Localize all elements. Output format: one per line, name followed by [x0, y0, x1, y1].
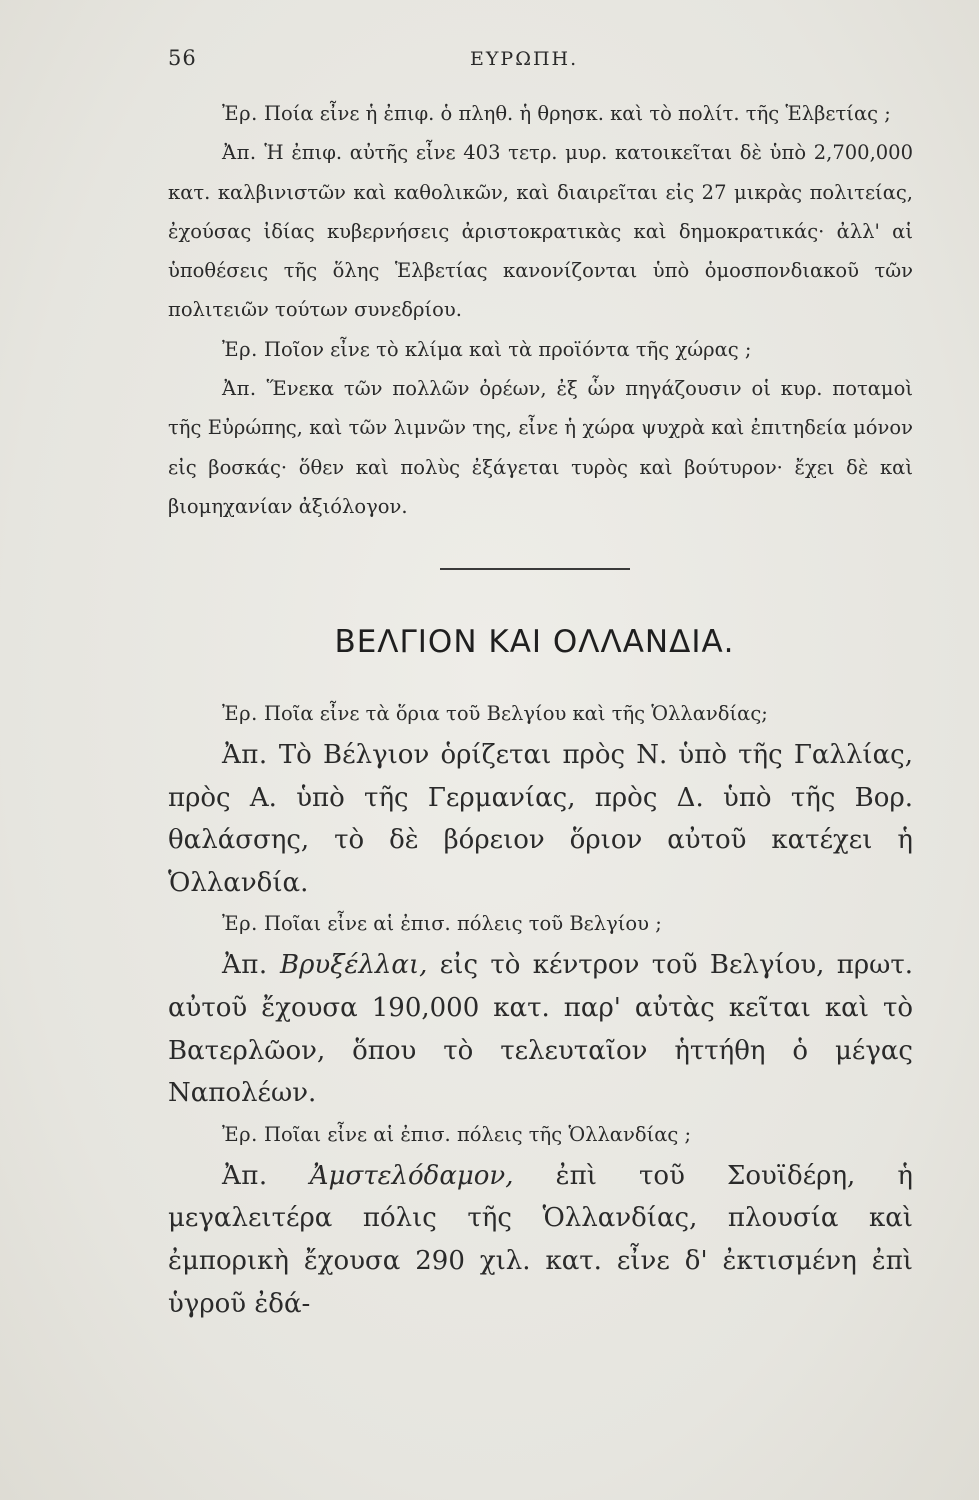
- question-paragraph: [168, 1115, 913, 1155]
- answer-paragraph: [168, 1155, 913, 1325]
- page-header: [168, 46, 899, 80]
- question-text: Ποῖαι εἶνε αἱ ἐπισ. πόλεις τῆς Ὁλλανδίας ;: [264, 1122, 692, 1146]
- question-label: Ἐρ.: [222, 102, 258, 125]
- question-paragraph: [168, 330, 913, 369]
- question-text: Ποῖον εἶνε τὸ κλίμα καὶ τὰ προϊόντα τῆς χώρας ;: [264, 337, 752, 361]
- answer-label: Ἀπ.: [222, 141, 257, 165]
- answer-text: Ἕνεκα τῶν πολλῶν ὀρέων, ἐξ ὧν πηγάζουσιν οἱ κυρ. ποταμοὶ τῆς Εὐρώπης, καὶ τῶν λιμνῶν της, εἶνε ἡ χώρα ψυχρὰ καὶ ἐπιτηδεία μόνον εἰς βοσκάς· ὅθεν καὶ πολὺς ἐξάγεται τυρὸς καὶ βούτυρον· ἔχει δὲ καὶ βιομηχανίαν ἀξιόλογον.: [168, 377, 913, 518]
- answer-text: ἐπὶ τοῦ Σουϊδέρη, ἡ μεγαλειτέρα πόλις τῆς Ὁλλανδίας, πλουσία καὶ ἐμπορικὴ ἔχουσα 290 χιλ. κατ. εἶνε δ' ἐκτισμένη ἐπὶ ὑγροῦ ἐδά-: [168, 1160, 914, 1319]
- question-label: Ἐρ.: [222, 337, 258, 361]
- question-text: Ποῖα εἶνε τὰ ὅρια τοῦ Βελγίου καὶ τῆς Ὁλλανδίας;: [264, 702, 768, 725]
- question-label: Ἐρ.: [222, 702, 258, 725]
- answer-label: Ἀπ.: [222, 950, 268, 981]
- question-paragraph: [168, 694, 913, 734]
- section-divider: [440, 568, 630, 570]
- answer-paragraph: [168, 734, 913, 904]
- answer-paragraph: [168, 369, 913, 526]
- question-paragraph: [168, 904, 913, 944]
- question-paragraph: [168, 94, 913, 133]
- question-label: Ἐρ.: [222, 1122, 258, 1146]
- city-name-amsterdam: Ἀμστελόδαμον,: [309, 1160, 514, 1191]
- answer-text: Ἡ ἐπιφ. αὐτῆς εἶνε 403 τετρ. μυρ. κατοικεῖται δὲ ὑπὸ 2,700,000 κατ. καλβινιστῶν καὶ καθολικῶν, καὶ διαιρεῖται εἰς 27 μικρὰς πολιτείας, ἐχούσας ἰδίας κυβερνήσεις ἀριστοκρατικὰς καὶ δημοκρατικάς· ἀλλ' αἱ ὑποθέσεις τῆς ὅλης Ἑλβετίας κανονίζονται ὑπὸ ὁμοσπονδιακοῦ τῶν πολιτειῶν τούτων συνεδρίου.: [168, 141, 914, 322]
- answer-paragraph: [168, 133, 913, 329]
- belgium-holland-section: [168, 694, 913, 1325]
- answer-label: Ἀπ.: [222, 377, 257, 401]
- city-name-brussels: Βρυξέλλαι,: [279, 950, 428, 981]
- page-number: 56: [168, 46, 197, 70]
- question-text: Ποῖαι εἶνε αἱ ἐπισ. πόλεις τοῦ Βελγίου ;: [264, 912, 662, 936]
- question-text: Ποία εἶνε ἡ ἐπιφ. ὁ πληθ. ἡ θρησκ. καὶ τὸ πολίτ. τῆς Ἑλβετίας ;: [264, 102, 891, 125]
- switzerland-section: [168, 94, 913, 526]
- answer-label: Ἀπ.: [222, 1160, 268, 1191]
- answer-label: Ἀπ.: [222, 740, 268, 770]
- answer-paragraph: [168, 944, 913, 1114]
- answer-text: εἰς τὸ κέντρον τοῦ Βελγίου, πρωτ. αὐτοῦ ἔχουσα 190,000 κατ. παρ' αὐτὰς κεῖται καὶ τὸ Βατερλῶον, ὅπου τὸ τελευταῖον ἡττήθη ὁ μέγας Ναπολέων.: [168, 950, 913, 1109]
- question-label: Ἐρ.: [222, 912, 258, 936]
- running-title: ΕΥΡΩΠΗ.: [470, 48, 579, 70]
- answer-text: Τὸ Βέλγιον ὁρίζεται πρὸς Ν. ὑπὸ τῆς Γαλλίας, πρὸς Α. ὑπὸ τῆς Γερμανίας, πρὸς Δ. ὑπὸ τῆς Βορ. θαλάσσης, τὸ δὲ βόρειον ὅριον αὐτοῦ κατέχει ἡ Ὁλλανδία.: [168, 740, 913, 898]
- section-heading: ΒΕΛΓΙΟΝ ΚΑΙ ΟΛΛΑΝΔΙΑ.: [334, 624, 735, 660]
